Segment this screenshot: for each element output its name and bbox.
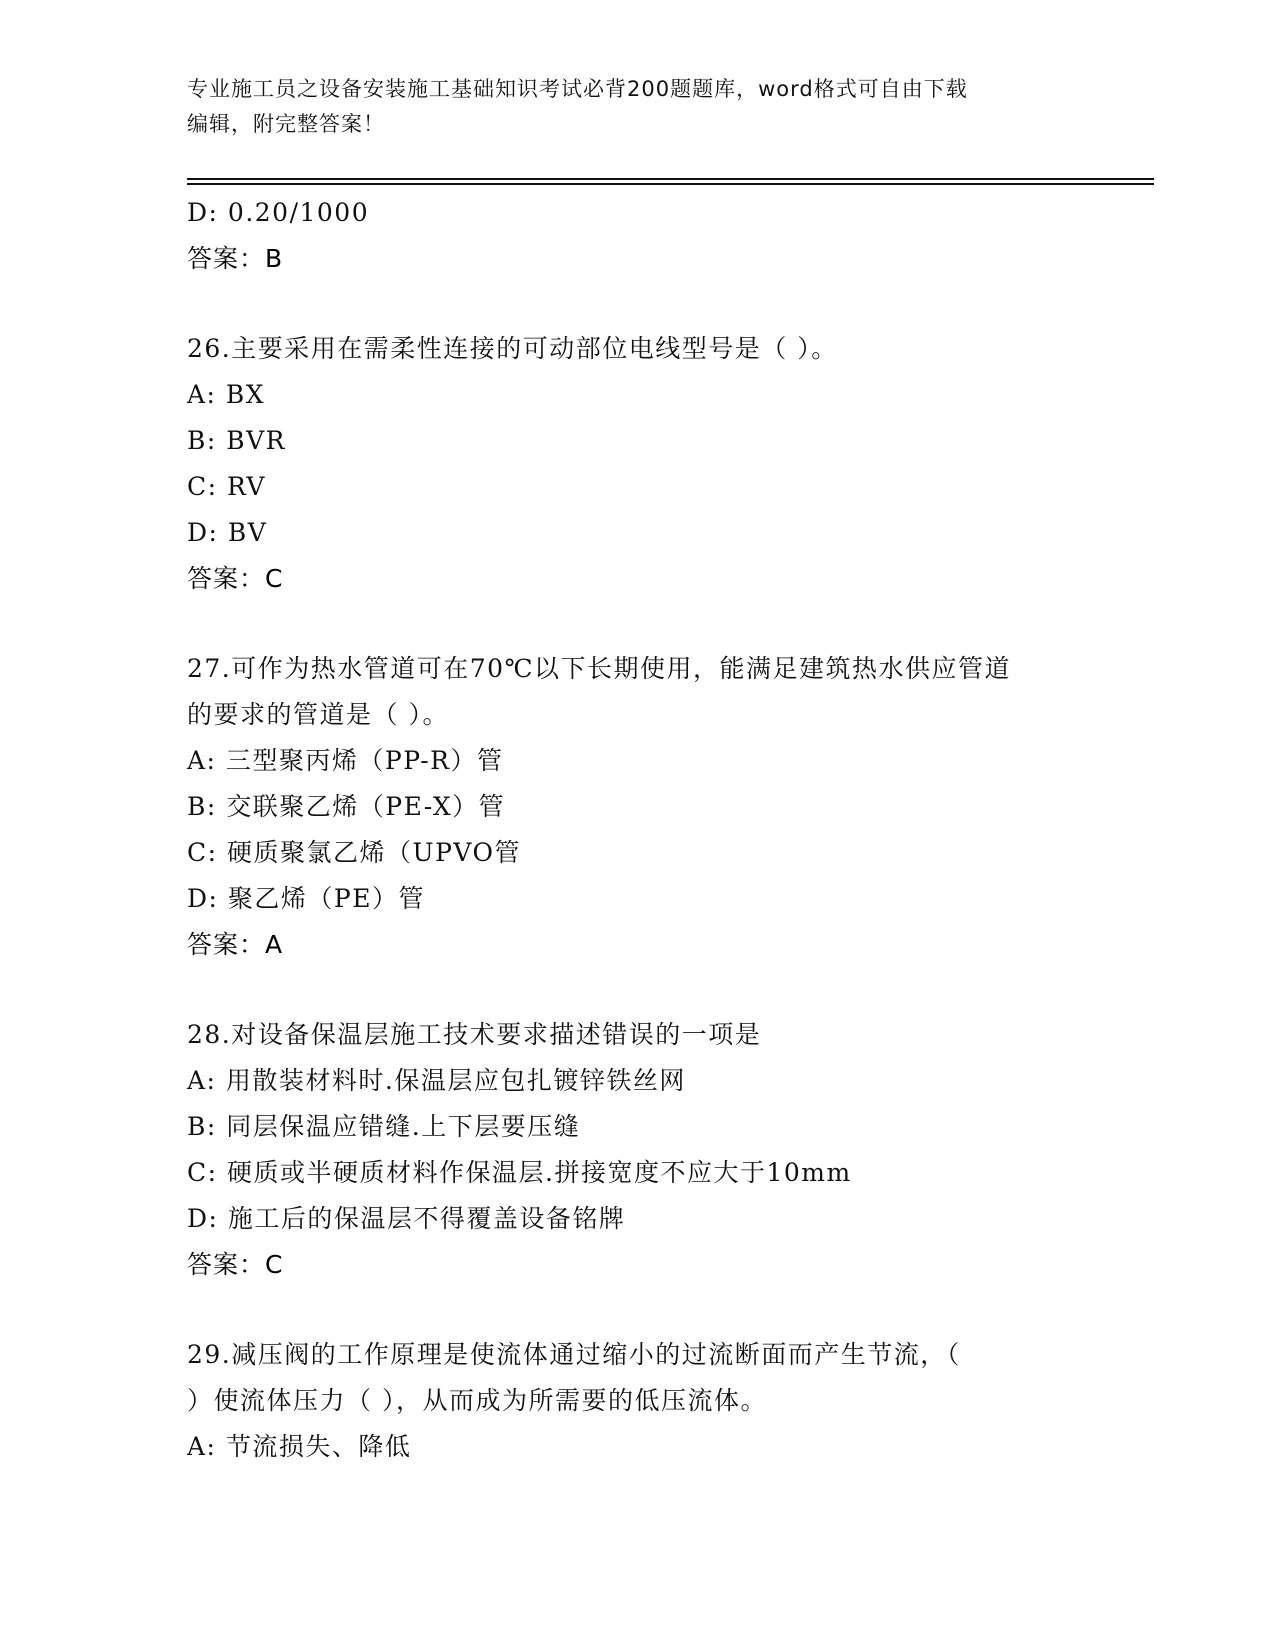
question-stem-line-2: ）使流体压力（ ），从而成为所需要的低压流体。 — [187, 1386, 767, 1415]
option-d: D: 施工后的保温层不得覆盖设备铭牌 — [187, 1204, 626, 1233]
option-b: B: 交联聚乙烯（PE-X）管 — [187, 792, 506, 821]
answer-line: 答案：A — [187, 930, 284, 959]
header-line-1: 专业施工员之设备安装施工基础知识考试必背200题题库，word格式可自由下载 — [187, 77, 968, 101]
question-27 — [187, 646, 1087, 968]
question-stem-line-1: 27.可作为热水管道可在70℃以下长期使用，能满足建筑热水供应管道 — [187, 654, 1012, 683]
document-header — [187, 72, 1087, 142]
option-a: A: 三型聚丙烯（PP-R）管 — [187, 746, 504, 775]
option-d: D: BV — [187, 518, 268, 547]
answer-line: 答案：B — [187, 244, 284, 273]
option-a: A: 节流损失、降低 — [187, 1432, 412, 1461]
question-stem-line-2: 的要求的管道是（ ）。 — [187, 700, 449, 729]
question-stem: 28.对设备保温层施工技术要求描述错误的一项是 — [187, 1020, 762, 1049]
question-list — [187, 190, 1087, 1470]
header-line-2: 编辑，附完整答案！ — [187, 112, 385, 136]
option-a: A: 用散装材料时.保温层应包扎镀锌铁丝网 — [187, 1066, 686, 1095]
question-26 — [187, 326, 1087, 602]
option-a: A: BX — [187, 380, 266, 409]
option-d: D: 聚乙烯（PE）管 — [187, 884, 425, 913]
question-stem-line-1: 29.减压阀的工作原理是使流体通过缩小的过流断面而产生节流，（ — [187, 1340, 961, 1369]
answer-line: 答案：C — [187, 564, 284, 593]
option-c: C: 硬质或半硬质材料作保温层.拼接宽度不应大于10mm — [187, 1158, 852, 1187]
option-c: C: 硬质聚氯乙烯（UPVO管 — [187, 838, 521, 867]
question-stem: 26.主要采用在需柔性连接的可动部位电线型号是（ ）。 — [187, 334, 838, 363]
question-29 — [187, 1332, 1087, 1470]
option-b: B: 同层保温应错缝.上下层要压缝 — [187, 1112, 581, 1141]
option-b: B: BVR — [187, 426, 286, 455]
answer-line: 答案：C — [187, 1250, 284, 1279]
header-divider-top — [187, 178, 1154, 180]
prev-question-tail — [187, 190, 1087, 282]
option-d: D: 0.20/1000 — [187, 198, 370, 227]
option-c: C: RV — [187, 472, 266, 501]
header-divider-bottom — [187, 183, 1154, 185]
question-28 — [187, 1012, 1087, 1288]
